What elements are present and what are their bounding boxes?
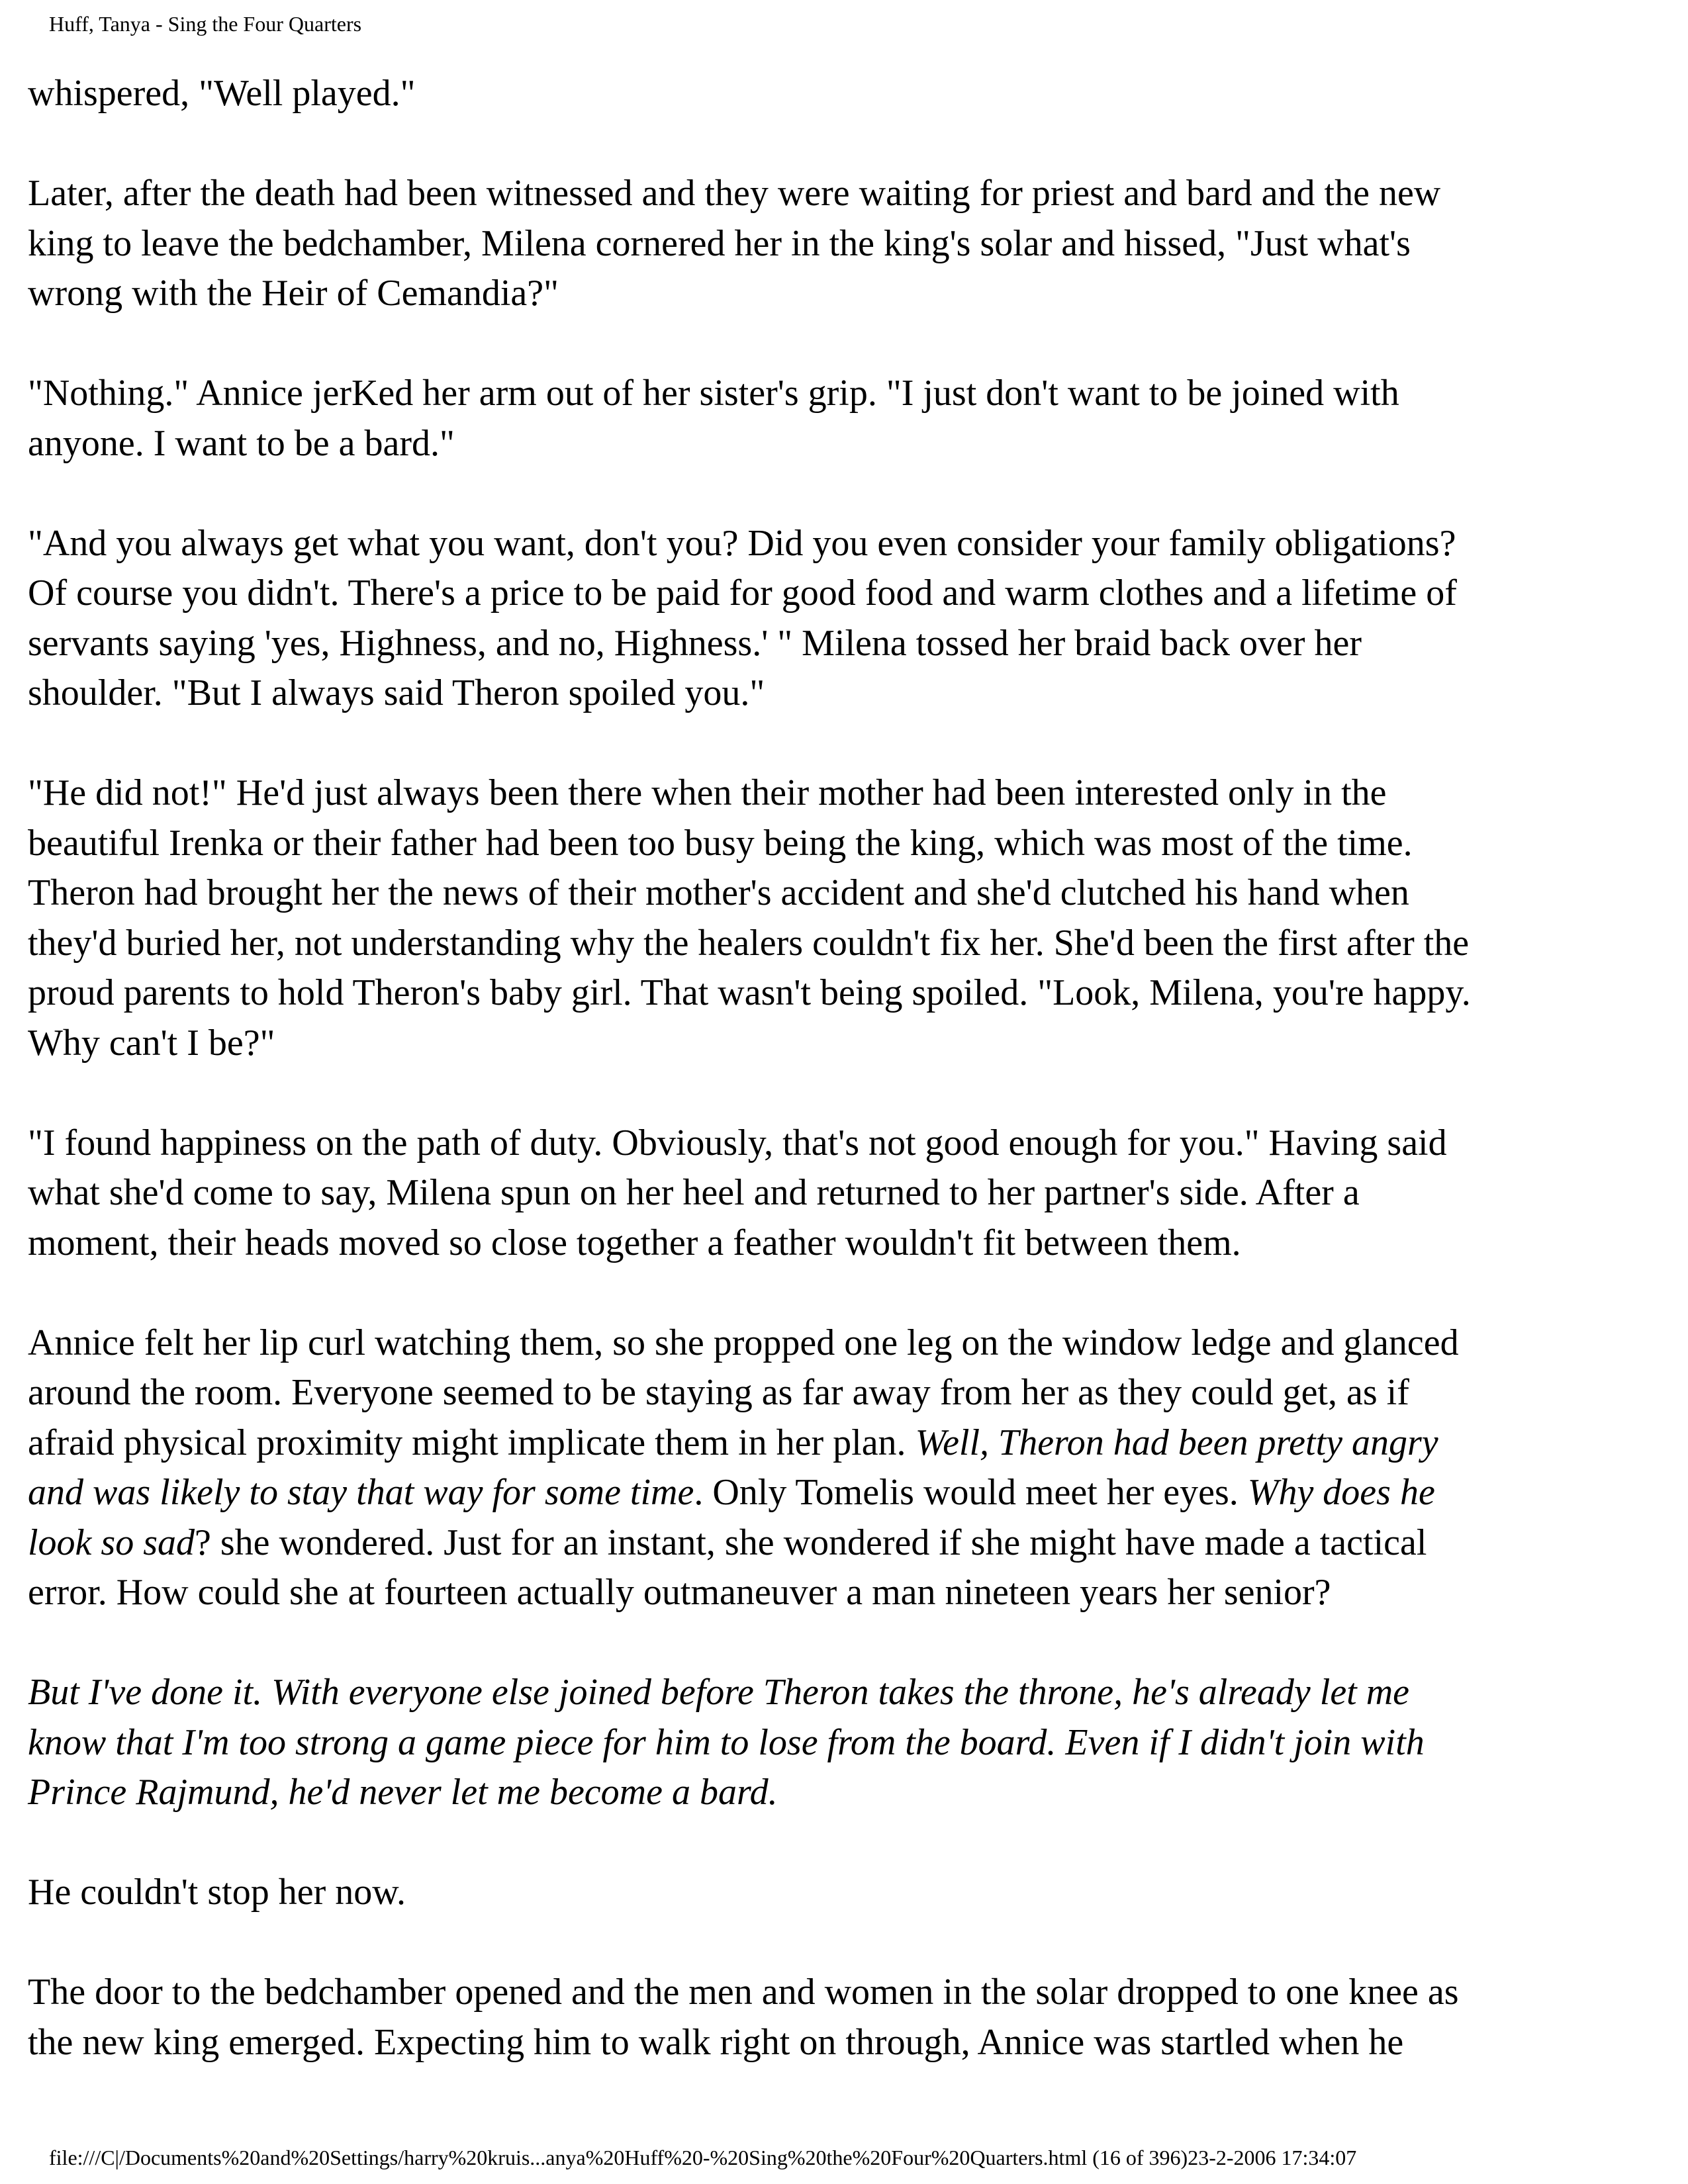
- text-line: "I found happiness on the path of duty. Obviously, that's not good enough for you." Having said: [28, 1122, 1447, 1163]
- paragraph-0: [28, 69, 1643, 119]
- italic-thought: Why does he: [1247, 1472, 1435, 1513]
- page-footer-path: file:///C|/Documents%20and%20Settings/harry%20kruis...anya%20Huff%20-%20Sing%20the%20Four%20Quarters.html (16 of 396)23-2-2006 17:34:07: [49, 2146, 1357, 2169]
- text-line: moment, their heads moved so close together a feather wouldn't fit between them.: [28, 1222, 1241, 1263]
- paragraph-3: [28, 519, 1643, 719]
- text-line: beautiful Irenka or their father had been too busy being the king, which was most of the time.: [28, 822, 1413, 864]
- text-run: ? she wondered. Just for an instant, she wondered if she might have made a tactical: [195, 1522, 1427, 1563]
- text-line: wrong with the Heir of Cemandia?": [28, 273, 559, 314]
- text-line: Theron had brought her the news of their mother's accident and she'd clutched his hand when: [28, 872, 1409, 913]
- text-line: know that I'm too strong a game piece for him to lose from the board. Even if I didn't join with: [28, 1721, 1425, 1763]
- text-line: He couldn't stop her now.: [28, 1872, 406, 1913]
- text-line: Annice felt her lip curl watching them, so she propped one leg on the window ledge and glanced: [28, 1322, 1459, 1363]
- text-line: "Nothing." Annice jerKed her arm out of her sister's grip. "I just don't want to be joined with: [28, 373, 1399, 414]
- page-header-title: Huff, Tanya - Sing the Four Quarters: [49, 12, 362, 36]
- text-line: [28, 1518, 1643, 1569]
- text-line: The door to the bedchamber opened and the men and women in the solar dropped to one knee as: [28, 1972, 1459, 2013]
- text-line: Later, after the death had been witnessed and they were waiting for priest and bard and the new: [28, 173, 1441, 214]
- text-line: the new king emerged. Expecting him to walk right on through, Annice was startled when he: [28, 2021, 1404, 2063]
- text-line: error. How could she at fourteen actually outmaneuver a man nineteen years her senior?: [28, 1572, 1331, 1613]
- text-line: Why can't I be?": [28, 1022, 275, 1064]
- italic-thought: look so sad: [28, 1522, 195, 1563]
- text-run: afraid physical proximity might implicate them in her plan.: [28, 1422, 915, 1463]
- text-line: proud parents to hold Theron's baby girl. That wasn't being spoiled. "Look, Milena, you're happy.: [28, 972, 1471, 1013]
- text-line: But I've done it. With everyone else joined before Theron takes the throne, he's already let me: [28, 1672, 1410, 1713]
- text-line: "He did not!" He'd just always been there when their mother had been interested only in the: [28, 772, 1387, 813]
- italic-thought: and was likely to stay that way for some time: [28, 1472, 694, 1513]
- text-line: whispered, "Well played.": [28, 73, 416, 114]
- text-run: . Only Tomelis would meet her eyes.: [694, 1472, 1248, 1513]
- text-line: king to leave the bedchamber, Milena cornered her in the king's solar and hissed, "Just what's: [28, 222, 1411, 264]
- text-line: what she'd come to say, Milena spun on her heel and returned to her partner's side. After a: [28, 1172, 1360, 1213]
- document-body: [28, 69, 1643, 2118]
- text-line: Prince Rajmund, he'd never let me become a bard.: [28, 1772, 778, 1813]
- paragraph-9: [28, 1968, 1643, 2068]
- paragraph-4: [28, 768, 1643, 1068]
- text-line: "And you always get what you want, don't you? Did you even consider your family obligations?: [28, 522, 1456, 564]
- paragraph-7-italic: [28, 1668, 1643, 1818]
- text-line: [28, 1418, 1643, 1469]
- paragraph-5: [28, 1118, 1643, 1269]
- text-line: shoulder. "But I always said Theron spoiled you.": [28, 672, 765, 713]
- text-line: around the room. Everyone seemed to be staying as far away from her as they could get, as if: [28, 1372, 1409, 1413]
- text-line: they'd buried her, not understanding why the healers couldn't fix her. She'd been the first after the: [28, 922, 1470, 964]
- text-line: servants saying 'yes, Highness, and no, Highness.' " Milena tossed her braid back over her: [28, 622, 1362, 664]
- paragraph-1: [28, 169, 1643, 319]
- text-line: anyone. I want to be a bard.": [28, 422, 455, 464]
- text-line: Of course you didn't. There's a price to be paid for good food and warm clothes and a lifetime of: [28, 572, 1457, 614]
- italic-thought: Well, Theron had been pretty angry: [915, 1422, 1438, 1463]
- paragraph-6: [28, 1318, 1643, 1618]
- paragraph-8: [28, 1868, 1643, 1918]
- text-line: [28, 1468, 1643, 1518]
- paragraph-2: [28, 369, 1643, 469]
